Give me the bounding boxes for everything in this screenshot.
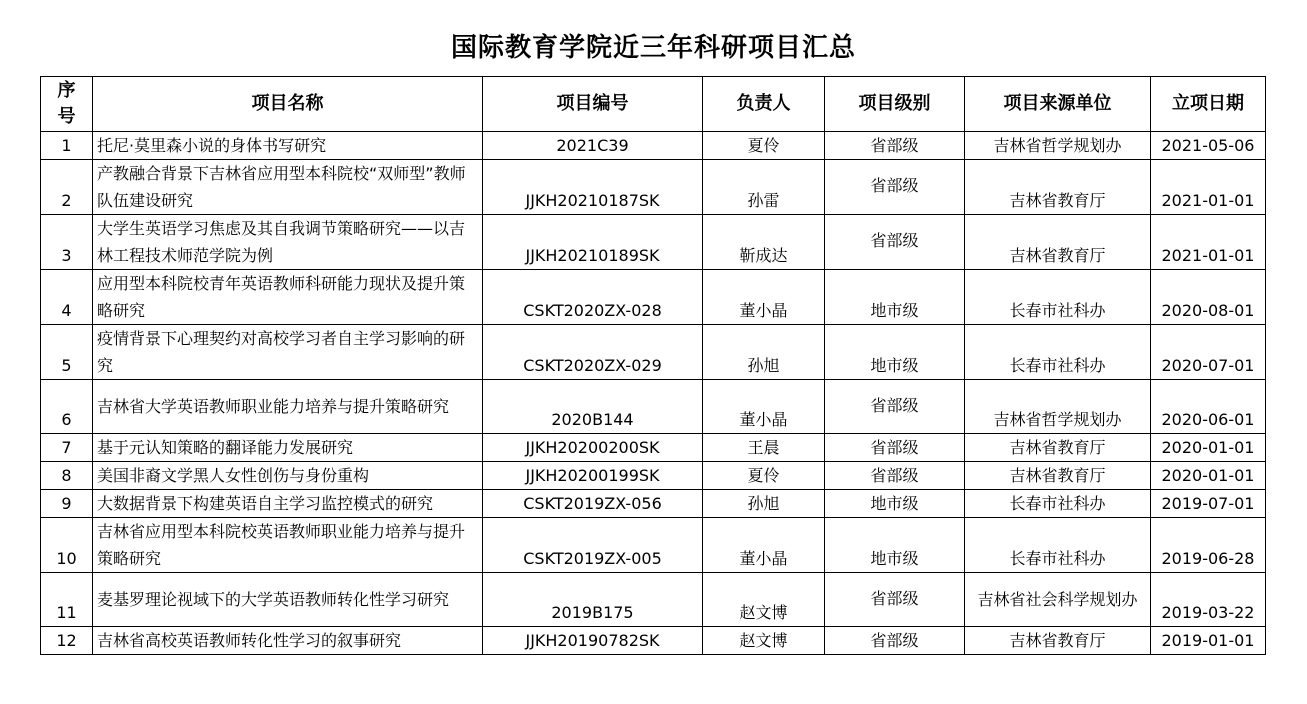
- table-row: [41, 325, 1266, 380]
- cell-name: 吉林省大学英语教师职业能力培养与提升策略研究: [93, 380, 483, 434]
- cell-no: 6: [41, 380, 93, 434]
- cell-no: 3: [41, 215, 93, 270]
- table-row: [41, 462, 1266, 490]
- header-name: 项目名称: [93, 77, 483, 132]
- cell-code: JJKH20200200SK: [483, 434, 703, 462]
- cell-level: 省部级: [825, 627, 965, 655]
- cell-leader: 孙旭: [703, 325, 825, 380]
- cell-code: JJKH20210189SK: [483, 215, 703, 270]
- cell-date: 2021-01-01: [1151, 160, 1266, 215]
- cell-date: 2019-01-01: [1151, 627, 1266, 655]
- cell-level: 地市级: [825, 490, 965, 518]
- cell-source: 吉林省教育厅: [965, 627, 1151, 655]
- cell-code: CSKT2019ZX-005: [483, 518, 703, 573]
- cell-no: 8: [41, 462, 93, 490]
- header-source: 项目来源单位: [965, 77, 1151, 132]
- cell-date: 2020-01-01: [1151, 462, 1266, 490]
- header-no: 序号: [41, 77, 93, 132]
- cell-no: 5: [41, 325, 93, 380]
- cell-level: 省部级: [825, 215, 965, 270]
- cell-source: 吉林省教育厅: [965, 215, 1151, 270]
- cell-leader: 王晨: [703, 434, 825, 462]
- cell-source: 吉林省教育厅: [965, 160, 1151, 215]
- cell-source: 吉林省哲学规划办: [965, 132, 1151, 160]
- cell-name: 美国非裔文学黑人女性创伤与身份重构: [93, 462, 483, 490]
- cell-date: 2019-07-01: [1151, 490, 1266, 518]
- table-row: [41, 270, 1266, 325]
- cell-name: 基于元认知策略的翻译能力发展研究: [93, 434, 483, 462]
- projects-table: [40, 76, 1266, 655]
- header-code: 项目编号: [483, 77, 703, 132]
- header-date: 立项日期: [1151, 77, 1266, 132]
- cell-level: 省部级: [825, 160, 965, 215]
- cell-source: 长春市社科办: [965, 270, 1151, 325]
- cell-date: 2021-05-06: [1151, 132, 1266, 160]
- cell-date: 2020-08-01: [1151, 270, 1266, 325]
- cell-no: 9: [41, 490, 93, 518]
- table-row: [41, 490, 1266, 518]
- cell-source: 长春市社科办: [965, 490, 1151, 518]
- cell-code: 2019B175: [483, 573, 703, 627]
- cell-leader: 董小晶: [703, 380, 825, 434]
- cell-level: 省部级: [825, 434, 965, 462]
- cell-level: 省部级: [825, 380, 965, 434]
- cell-leader: 董小晶: [703, 518, 825, 573]
- table-row: [41, 518, 1266, 573]
- cell-source: 吉林省社会科学规划办: [965, 573, 1151, 627]
- cell-leader: 孙旭: [703, 490, 825, 518]
- table-row: [41, 573, 1266, 627]
- cell-leader: 董小晶: [703, 270, 825, 325]
- cell-name: 大数据背景下构建英语自主学习监控模式的研究: [93, 490, 483, 518]
- cell-level: 地市级: [825, 325, 965, 380]
- header-leader: 负责人: [703, 77, 825, 132]
- cell-level: 省部级: [825, 573, 965, 627]
- cell-source: 吉林省哲学规划办: [965, 380, 1151, 434]
- cell-code: JJKH20190782SK: [483, 627, 703, 655]
- cell-code: CSKT2020ZX-028: [483, 270, 703, 325]
- cell-name: 吉林省高校英语教师转化性学习的叙事研究: [93, 627, 483, 655]
- cell-name: 大学生英语学习焦虑及其自我调节策略研究——以吉林工程技术师范学院为例: [93, 215, 483, 270]
- cell-date: 2020-06-01: [1151, 380, 1266, 434]
- cell-name: 疫情背景下心理契约对高校学习者自主学习影响的研究: [93, 325, 483, 380]
- cell-level: 地市级: [825, 518, 965, 573]
- cell-code: 2020B144: [483, 380, 703, 434]
- table-row: [41, 132, 1266, 160]
- cell-no: 12: [41, 627, 93, 655]
- cell-name: 吉林省应用型本科院校英语教师职业能力培养与提升策略研究: [93, 518, 483, 573]
- table-row: [41, 160, 1266, 215]
- cell-level: 地市级: [825, 270, 965, 325]
- cell-leader: 赵文博: [703, 627, 825, 655]
- table-row: [41, 434, 1266, 462]
- cell-level: 省部级: [825, 462, 965, 490]
- cell-code: CSKT2020ZX-029: [483, 325, 703, 380]
- cell-no: 1: [41, 132, 93, 160]
- cell-code: JJKH20210187SK: [483, 160, 703, 215]
- table-row: [41, 380, 1266, 434]
- cell-no: 7: [41, 434, 93, 462]
- cell-date: 2021-01-01: [1151, 215, 1266, 270]
- cell-leader: 靳成达: [703, 215, 825, 270]
- cell-date: 2020-07-01: [1151, 325, 1266, 380]
- cell-leader: 孙雷: [703, 160, 825, 215]
- cell-name: 麦基罗理论视域下的大学英语教师转化性学习研究: [93, 573, 483, 627]
- cell-name: 托尼·莫里森小说的身体书写研究: [93, 132, 483, 160]
- cell-no: 2: [41, 160, 93, 215]
- cell-source: 吉林省教育厅: [965, 434, 1151, 462]
- cell-level: 省部级: [825, 132, 965, 160]
- cell-source: 长春市社科办: [965, 325, 1151, 380]
- table-row: [41, 215, 1266, 270]
- cell-code: JJKH20200199SK: [483, 462, 703, 490]
- cell-name: 应用型本科院校青年英语教师科研能力现状及提升策略研究: [93, 270, 483, 325]
- cell-no: 11: [41, 573, 93, 627]
- header-level: 项目级别: [825, 77, 965, 132]
- cell-no: 10: [41, 518, 93, 573]
- cell-code: 2021C39: [483, 132, 703, 160]
- cell-date: 2019-03-22: [1151, 573, 1266, 627]
- cell-no: 4: [41, 270, 93, 325]
- table-row: [41, 627, 1266, 655]
- cell-source: 长春市社科办: [965, 518, 1151, 573]
- table-header-row: [41, 77, 1266, 132]
- cell-code: CSKT2019ZX-056: [483, 490, 703, 518]
- cell-leader: 夏伶: [703, 462, 825, 490]
- cell-date: 2020-01-01: [1151, 434, 1266, 462]
- cell-date: 2019-06-28: [1151, 518, 1266, 573]
- cell-leader: 夏伶: [703, 132, 825, 160]
- cell-leader: 赵文博: [703, 573, 825, 627]
- cell-name: 产教融合背景下吉林省应用型本科院校“双师型”教师队伍建设研究: [93, 160, 483, 215]
- cell-source: 吉林省教育厅: [965, 462, 1151, 490]
- page-title: 国际教育学院近三年科研项目汇总: [450, 33, 856, 63]
